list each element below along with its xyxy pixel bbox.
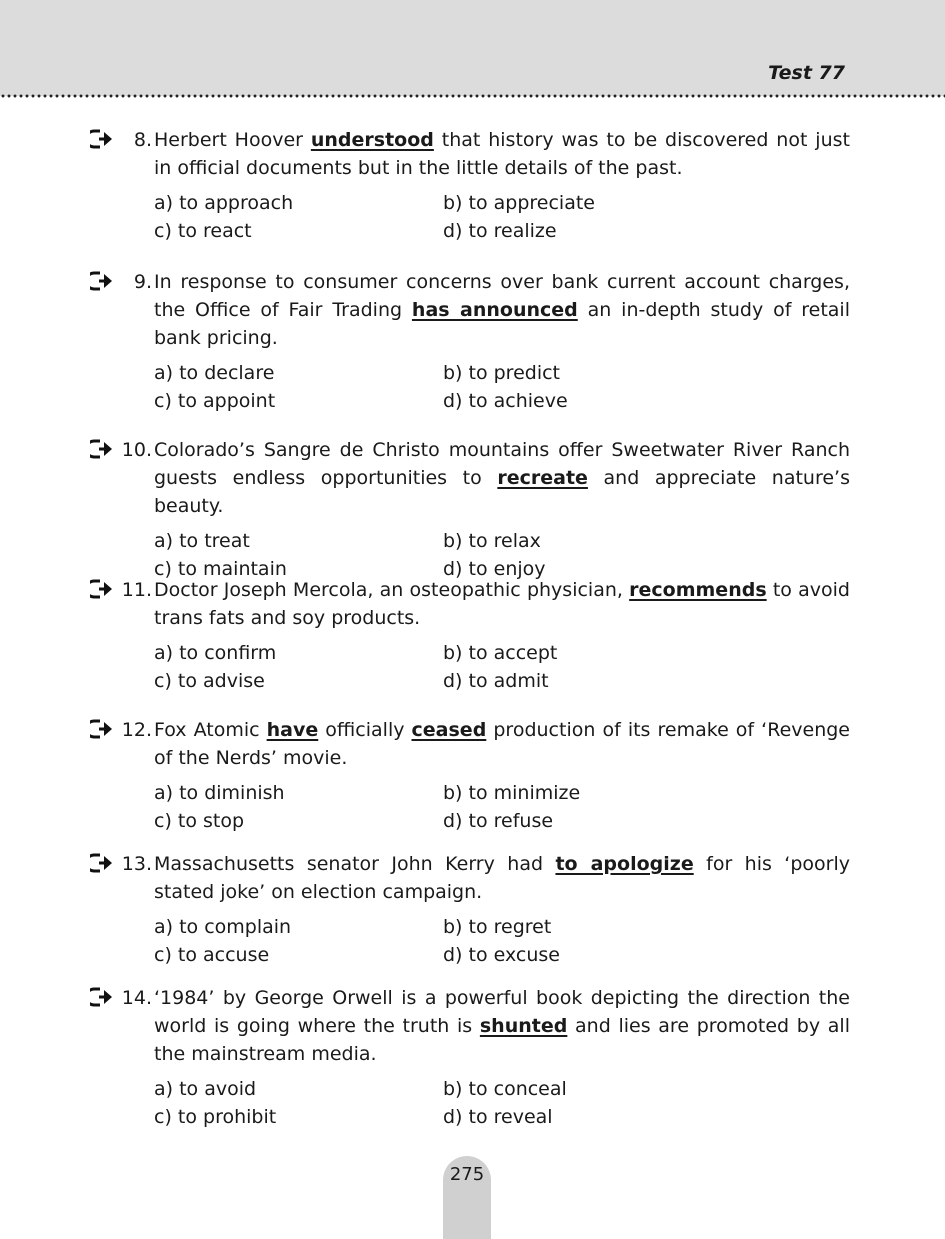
question-item [90,576,850,695]
question-text-segment: Herbert Hoover [154,129,311,151]
answer-options [154,779,850,835]
question-stem [90,436,850,520]
answer-option: d) to achieve [443,390,568,412]
question-text-segment: and lies are promoted by all the mainstream media. [154,1015,850,1065]
answer-option: b) to minimize [443,782,581,804]
question-number: 11. [121,579,152,601]
highlighted-word: shunted [479,1015,568,1037]
arrow-bullet-icon [90,439,114,459]
question-text [154,716,850,772]
question-stem [90,984,850,1068]
question-text-segment: an in-depth study of retail bank pricing. [154,299,850,349]
question-stem [90,716,850,772]
question-number: 14. [121,987,152,1009]
dotted-divider [0,93,945,99]
highlighted-word: recommends [629,579,767,601]
highlighted-word: understood [310,129,434,151]
answer-option: a) to diminish [154,782,285,804]
answer-option: d) to admit [443,670,549,692]
question-number: 13. [121,853,152,875]
answer-option: c) to react [154,220,252,242]
question-text-segment: Colorado’s Sangre de Christo mountains offer Sweetwater River Ranch guests endless opportunities to [154,439,850,489]
question-item [90,126,850,245]
answer-option: d) to realize [443,220,557,242]
question-stem [90,850,850,906]
question-text-segment: Massachusetts senator John Kerry had [154,853,556,875]
question-text-segment: Fox Atomic [154,719,267,741]
answer-option: d) to refuse [443,810,554,832]
question-item [90,716,850,835]
question-text-segment: and appreciate nature’s beauty. [154,467,850,517]
answer-options [154,359,850,415]
question-text [154,984,850,1068]
question-text-segment: ‘1984’ by George Orwell is a powerful book depicting the direction the world is going where the truth is [154,987,850,1037]
question-item [90,850,850,969]
answer-option: b) to accept [443,642,558,664]
answer-options [154,913,850,969]
arrow-bullet-icon [90,853,114,873]
question-number: 9. [133,271,152,293]
test-label: Test 77 [768,62,845,84]
page-header [0,0,945,96]
highlighted-word: recreate [497,467,588,489]
answer-option: c) to stop [154,810,245,832]
answer-option: b) to regret [443,916,552,938]
question-item [90,984,850,1131]
answer-option: c) to accuse [154,944,270,966]
answer-option: d) to reveal [443,1106,553,1128]
question-text [154,850,850,906]
answer-option: d) to excuse [443,944,560,966]
page-number: 275 [449,1164,485,1185]
highlighted-word: to apologize [555,853,694,875]
arrow-bullet-icon [90,271,114,291]
answer-option: b) to relax [443,530,541,552]
highlighted-word: ceased [411,719,487,741]
answer-option: d) to enjoy [443,558,546,580]
question-text-segment: that history was to be discovered not just in official documents but in the little details of the past. [154,129,850,179]
question-text-segment: In response to consumer concerns over bank current account charges, the Office of Fair Trading [154,271,850,321]
question-item [90,436,850,583]
question-text-segment: Doctor Joseph Mercola, an osteopathic physician, [154,579,630,601]
question-text [154,436,850,520]
question-number: 12. [121,719,152,741]
answer-options [154,527,850,583]
question-number: 10. [121,439,152,461]
question-number: 8. [133,129,152,151]
question-text-segment: to avoid trans fats and soy products. [154,579,850,629]
arrow-bullet-icon [90,129,114,149]
question-text [154,576,850,632]
question-text-segment: production of its remake of ‘Revenge of the Nerds’ movie. [154,719,850,769]
answer-option: a) to avoid [154,1078,257,1100]
answer-option: a) to approach [154,192,294,214]
answer-options [154,639,850,695]
answer-option: c) to prohibit [154,1106,277,1128]
question-item [90,268,850,415]
answer-option: b) to appreciate [443,192,595,214]
answer-option: c) to appoint [154,390,276,412]
arrow-bullet-icon [90,719,114,739]
question-stem [90,268,850,352]
answer-option: a) to declare [154,362,275,384]
answer-option: a) to complain [154,916,292,938]
answer-option: b) to conceal [443,1078,567,1100]
arrow-bullet-icon [90,987,114,1007]
arrow-bullet-icon [90,579,114,599]
answer-options [154,1075,850,1131]
question-text [154,268,850,352]
answer-option: c) to advise [154,670,265,692]
answer-option: c) to maintain [154,558,287,580]
answer-option: b) to predict [443,362,561,384]
question-text-segment: for his ‘poorly stated joke’ on election campaign. [154,853,850,903]
highlighted-word: have [266,719,319,741]
answer-option: a) to treat [154,530,250,552]
question-text-segment: officially [318,719,412,741]
question-text [154,126,850,182]
highlighted-word: has announced [411,299,578,321]
answer-options [154,189,850,245]
question-stem [90,576,850,632]
question-stem [90,126,850,182]
answer-option: a) to confirm [154,642,277,664]
